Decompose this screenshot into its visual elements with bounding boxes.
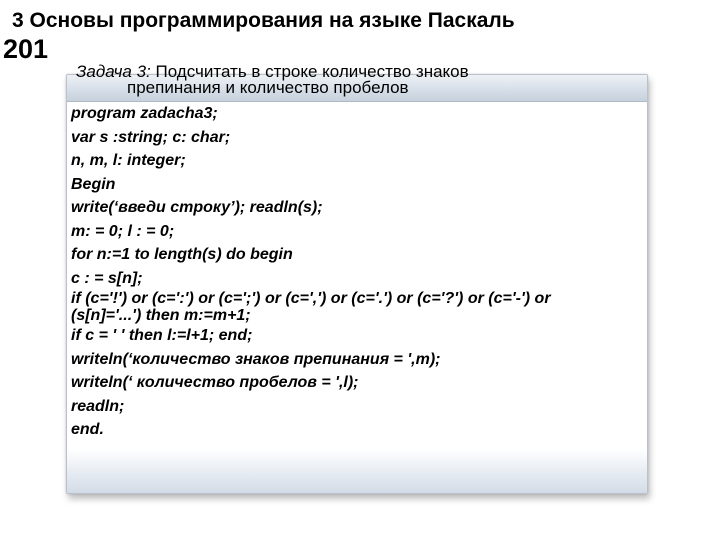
year-label: 201: [3, 34, 49, 64]
code-line: if (c='!') or (c=':') or (c=';') or (c=',') or (c='.') or (c='?') or (c='-') or: [71, 290, 551, 307]
card-footer-fade: [67, 449, 647, 493]
code-line: m: = 0; l : = 0;: [71, 222, 175, 240]
code-line: var s :string; c: char;: [71, 128, 231, 146]
code-line: end.: [71, 421, 104, 438]
code-line: n, m, l: integer;: [71, 152, 186, 169]
page-title: 3 Основы программирования на языке Паскаль: [12, 9, 515, 32]
code-line: writeln(‘количество знаков препинания = ',m);: [71, 350, 441, 368]
code-line: for n:=1 to length(s) do begin: [71, 246, 293, 263]
code-line: program zadacha3;: [71, 105, 218, 122]
code-line: Begin: [71, 175, 116, 193]
code-line: readln;: [71, 397, 125, 415]
task-label: Задача 3:: [76, 62, 151, 81]
code-line: write(‘введи строку’); readln(s);: [71, 199, 323, 216]
code-line: (s[n]='...') then m:=m+1;: [71, 307, 251, 324]
task-text-line2: препинания и количество пробелов: [127, 78, 409, 97]
code-listing: [71, 102, 551, 442]
code-line: if c = ' ' then l:=l+1; end;: [71, 327, 253, 344]
code-line: writeln(‘ количество пробелов = ',l);: [71, 374, 359, 391]
task-text-line1: Подсчитать в строке количество знаков: [150, 62, 469, 81]
code-line: c : = s[n];: [71, 269, 143, 287]
task-statement: [76, 64, 469, 96]
